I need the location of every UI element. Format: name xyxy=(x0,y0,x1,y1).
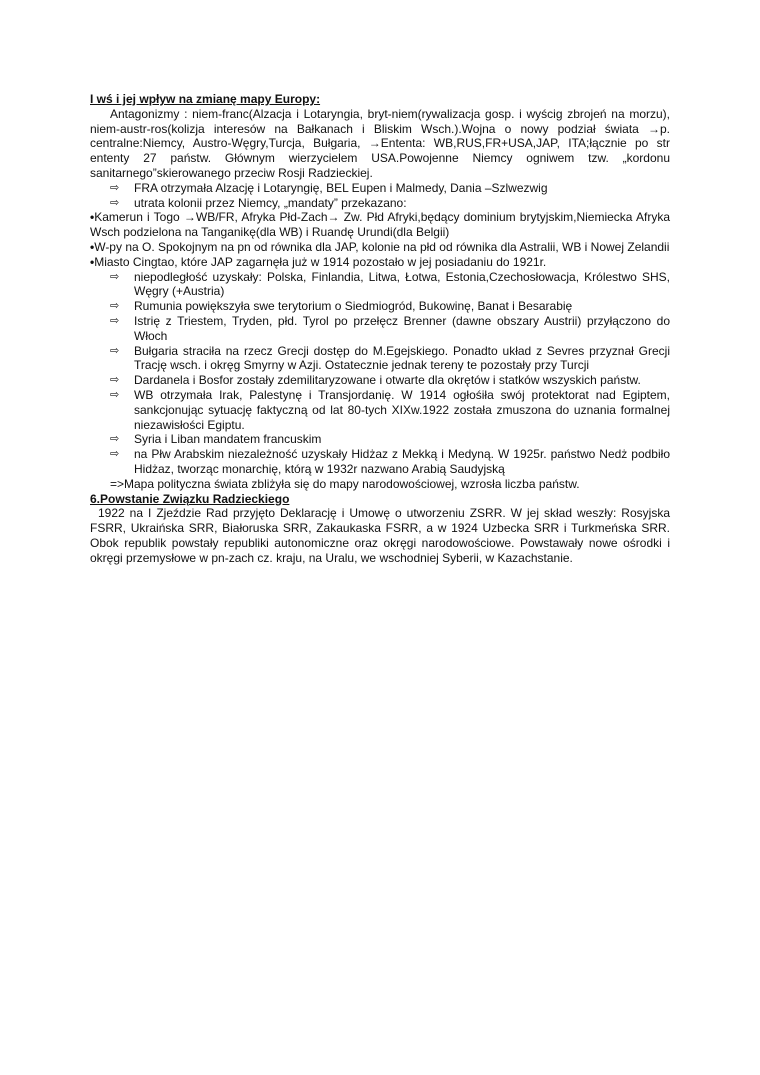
section-2-heading: 6.Powstanie Związku Radzieckiego xyxy=(90,491,290,506)
list-item xyxy=(90,181,670,196)
list-item-text: Istrię z Triestem, Tryden, płd. Tyrol po przełęcz Brenner (dawne obszary Austrii) przyłączono do Włoch xyxy=(134,313,670,343)
list-item-text: utrata kolonii przez Niemcy, „mandaty” przekazano: xyxy=(134,195,407,210)
arrow-right-outline-icon: ⇨ xyxy=(110,344,120,357)
list-item-text: WB otrzymała Irak, Palestynę i Transjordanię. W 1914 ogłośiła swój protektorat nad Egiptem, sankcjonując sytuację faktyczną od lat 80-tych XIXw.1922 została zmuszona do uznania formalnej niezawisłości Egiptu. xyxy=(134,387,670,432)
list-item-text: Dardanela i Bosfor zostały zdemilitaryzowane i otwarte dla okrętów i statków wszyskich państw. xyxy=(134,373,641,388)
list-item xyxy=(90,388,670,432)
list-item-text: na Płw Arabskim niezależność uzyskały Hidżaz z Mekką i Medyną. W 1925r. państwo Nedż podbiło Hidżaz, tworząc monarchię, którą w 1932r nazwano Arabią Saudyjską xyxy=(134,447,670,476)
section-1-heading: I wś i jej wpływ na zmianę mapy Europy: xyxy=(90,92,321,106)
section-2-paragraph: 1922 na I Zjeździe Rad przyjęto Deklarację i Umowę o utworzeniu ZSRR. W jej skład weszły: Rosyjska FSRR, Ukraińska SRR, Białoruska SRR, Zakaukaska FSRR, a w 1924 Uzbecka SRR i Turkmeńska SRR. Obok republik powstały republiki autonomiczne oraz okręgi narodowościowe. Powstawały nowe ośrodki i okręgi przemysłowe w pn-zach cz. kraju, na Uralu, we wschodniej Syberii, w Kazachstanie. xyxy=(90,506,670,565)
list-item xyxy=(90,270,670,300)
arrow-right-outline-icon: ⇨ xyxy=(110,448,120,461)
sub-item xyxy=(90,210,670,240)
arrow-right-outline-icon: ⇨ xyxy=(110,300,120,313)
list-item-text: Rumunia powiększyła swe terytorium o Siedmiogród, Bukowinę, Banat i Besarabię xyxy=(134,299,573,314)
arrow-right-outline-icon: ⇨ xyxy=(110,374,120,387)
bullet-icon: • xyxy=(90,254,95,269)
list-item xyxy=(90,447,670,477)
list-item xyxy=(90,314,670,344)
sub-item-text: W-py na O. Spokojnym na pn od równika dla JAP, kolonie na płd od równika dla Astralii, WB i Nowej Zelandii xyxy=(94,239,670,254)
section-1-list-b xyxy=(90,270,670,477)
arrow-right-outline-icon: ⇨ xyxy=(110,388,120,401)
arrow-right-outline-icon: ⇨ xyxy=(110,196,120,209)
arrow-right-outline-icon: ⇨ xyxy=(110,433,120,446)
list-item xyxy=(90,432,670,447)
sub-item-text: Kamerun i Togo →WB/FR, Afryka Płd-Zach→ Zw. Płd Afryki,będący dominium brytyjskim,Niemiecka Afryka Wsch podzielona na Tanganikę(dla WB) i Ruandę Urundi(dla Belgii) xyxy=(90,210,670,240)
list-item xyxy=(90,344,670,374)
list-item-text: FRA otrzymała Alzację i Lotaryngię, BEL Eupen i Malmedy, Dania –Szlwezwig xyxy=(134,180,548,195)
section-1-conclusion: =>Mapa polityczna świata zbliżyła się do mapy narodowościowej, wzrosła liczba państw. xyxy=(110,476,580,491)
list-item xyxy=(90,196,670,211)
sub-item-text: Miasto Cingtao, które JAP zagarnęła już w 1914 pozostało w jej posiadaniu do 1921r. xyxy=(94,254,547,269)
list-item-text: Bułgaria straciła na rzecz Grecji dostęp do M.Egejskiego. Ponadto układ z Sevres przyznał Grecji Trację wsch. i okręg Smyrny w Azji. Ostatecznie jednak tereny te pozostały przy Turcji xyxy=(134,343,670,373)
section-1-intro: Antagonizmy : niem-franc(Alzacja i Lotaryngia, bryt-niem(rywalizacja gosp. i wyścig zbrojeń na morzu), niem-austr-ros(kolizja interesów na Bałkanach i Bliskim Wsch.).Wojna o nowy podział świata →p. centralne:Niemcy, Austro-Węgry,Turcja, Bułgaria, →Ententa: WB,RUS,FR+USA,JAP, ITA;łącznie po str ententy 27 państw. Głównym wierzycielem USA.Powojenne Niemcy ogniwem tzw. „kordonu sanitarnego”skierowanego przeciw Rosji Radzieckiej. xyxy=(90,106,670,180)
document-page xyxy=(90,92,670,566)
list-item xyxy=(90,299,670,314)
bullet-icon: • xyxy=(90,239,95,254)
sub-item xyxy=(90,255,670,270)
arrow-right-outline-icon: ⇨ xyxy=(110,181,120,194)
arrow-right-outline-icon: ⇨ xyxy=(110,270,120,283)
section-1-list-a xyxy=(90,181,670,211)
list-item xyxy=(90,373,670,388)
arrow-right-outline-icon: ⇨ xyxy=(110,314,120,327)
list-item-text: Syria i Liban mandatem francuskim xyxy=(134,432,322,447)
list-item-text: niepodległość uzyskały: Polska, Finlandia, Litwa, Łotwa, Estonia,Czechosłowacja, Królestwo SHS, Węgry (+Austria) xyxy=(134,269,670,299)
bullet-icon: • xyxy=(90,210,95,225)
sub-item xyxy=(90,240,670,255)
